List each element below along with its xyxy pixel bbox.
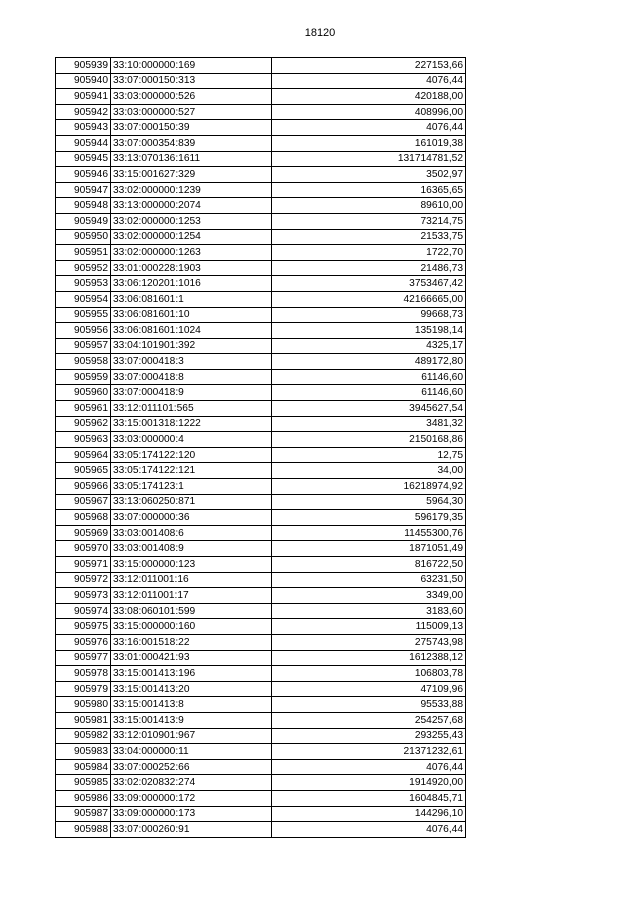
cadastral-number-cell: 33:02:000000:1253 — [111, 213, 272, 229]
cadastral-number-cell: 33:01:000421:93 — [111, 650, 272, 666]
table-row — [56, 666, 466, 682]
table-row — [56, 603, 466, 619]
table-row — [56, 588, 466, 604]
table-row — [56, 479, 466, 495]
cadastral-number-cell: 33:02:020832:274 — [111, 775, 272, 791]
cadastral-number-cell: 33:15:001413:9 — [111, 712, 272, 728]
row-id-cell: 905946 — [56, 167, 111, 183]
table-row — [56, 151, 466, 167]
table-row — [56, 775, 466, 791]
value-cell: 227153,66 — [272, 58, 466, 74]
value-cell: 596179,35 — [272, 510, 466, 526]
value-cell: 73214,75 — [272, 213, 466, 229]
row-id-cell: 905950 — [56, 229, 111, 245]
cadastral-number-cell: 33:13:000000:2074 — [111, 198, 272, 214]
cadastral-number-cell: 33:05:174122:121 — [111, 463, 272, 479]
table-row — [56, 572, 466, 588]
cadastral-number-cell: 33:03:000000:4 — [111, 432, 272, 448]
cadastral-number-cell: 33:08:060101:599 — [111, 603, 272, 619]
value-cell: 1871051,49 — [272, 541, 466, 557]
row-id-cell: 905982 — [56, 728, 111, 744]
row-id-cell: 905959 — [56, 369, 111, 385]
row-id-cell: 905987 — [56, 806, 111, 822]
value-cell: 3945627,54 — [272, 401, 466, 417]
row-id-cell: 905961 — [56, 401, 111, 417]
row-id-cell: 905953 — [56, 276, 111, 292]
row-id-cell: 905951 — [56, 245, 111, 261]
cadastral-number-cell: 33:15:001318:1222 — [111, 416, 272, 432]
cadastral-number-cell: 33:02:000000:1254 — [111, 229, 272, 245]
value-cell: 4076,44 — [272, 120, 466, 136]
row-id-cell: 905979 — [56, 681, 111, 697]
value-cell: 489172,80 — [272, 354, 466, 370]
table-row — [56, 167, 466, 183]
value-cell: 408996,00 — [272, 104, 466, 120]
table-row — [56, 712, 466, 728]
value-cell: 21533,75 — [272, 229, 466, 245]
value-cell: 1604845,71 — [272, 790, 466, 806]
table-row — [56, 58, 466, 74]
cadastral-number-cell: 33:12:011001:16 — [111, 572, 272, 588]
value-cell: 99668,73 — [272, 307, 466, 323]
cadastral-number-cell: 33:12:010901:967 — [111, 728, 272, 744]
row-id-cell: 905947 — [56, 182, 111, 198]
table-row — [56, 463, 466, 479]
row-id-cell: 905968 — [56, 510, 111, 526]
row-id-cell: 905962 — [56, 416, 111, 432]
value-cell: 5964,30 — [272, 494, 466, 510]
row-id-cell: 905970 — [56, 541, 111, 557]
row-id-cell: 905941 — [56, 89, 111, 105]
row-id-cell: 905944 — [56, 135, 111, 151]
table-row — [56, 650, 466, 666]
table-row — [56, 681, 466, 697]
value-cell: 42166665,00 — [272, 291, 466, 307]
table-row — [56, 744, 466, 760]
row-id-cell: 905963 — [56, 432, 111, 448]
value-cell: 106803,78 — [272, 666, 466, 682]
cadastral-number-cell: 33:15:000000:160 — [111, 619, 272, 635]
value-cell: 254257,68 — [272, 712, 466, 728]
row-id-cell: 905965 — [56, 463, 111, 479]
cadastral-number-cell: 33:07:000252:66 — [111, 759, 272, 775]
value-cell: 135198,14 — [272, 323, 466, 339]
table-row — [56, 416, 466, 432]
row-id-cell: 905955 — [56, 307, 111, 323]
table-row — [56, 182, 466, 198]
row-id-cell: 905949 — [56, 213, 111, 229]
cadastral-number-cell: 33:01:000228:1903 — [111, 260, 272, 276]
cadastral-number-cell: 33:15:001627:329 — [111, 167, 272, 183]
table-row — [56, 401, 466, 417]
table-row — [56, 806, 466, 822]
table-row — [56, 432, 466, 448]
row-id-cell: 905942 — [56, 104, 111, 120]
table-row — [56, 291, 466, 307]
cadastral-number-cell: 33:12:011101:565 — [111, 401, 272, 417]
value-cell: 4076,44 — [272, 759, 466, 775]
value-cell: 420188,00 — [272, 89, 466, 105]
table-row — [56, 245, 466, 261]
cadastral-number-cell: 33:04:000000:11 — [111, 744, 272, 760]
cadastral-number-cell: 33:16:001518:22 — [111, 634, 272, 650]
cadastral-number-cell: 33:07:000418:3 — [111, 354, 272, 370]
row-id-cell: 905956 — [56, 323, 111, 339]
cadastral-number-cell: 33:06:120201:1016 — [111, 276, 272, 292]
value-cell: 21486,73 — [272, 260, 466, 276]
row-id-cell: 905976 — [56, 634, 111, 650]
value-cell: 3502,97 — [272, 167, 466, 183]
value-cell: 16365,65 — [272, 182, 466, 198]
row-id-cell: 905952 — [56, 260, 111, 276]
cadastral-number-cell: 33:07:000354:839 — [111, 135, 272, 151]
value-cell: 16218974,92 — [272, 479, 466, 495]
value-cell: 115009,13 — [272, 619, 466, 635]
row-id-cell: 905985 — [56, 775, 111, 791]
table-row — [56, 634, 466, 650]
table-row — [56, 447, 466, 463]
value-cell: 161019,38 — [272, 135, 466, 151]
row-id-cell: 905972 — [56, 572, 111, 588]
table-row — [56, 135, 466, 151]
table-row — [56, 759, 466, 775]
table-row — [56, 369, 466, 385]
cadastral-number-cell: 33:15:001413:20 — [111, 681, 272, 697]
value-cell: 4076,44 — [272, 822, 466, 838]
cadastral-number-cell: 33:07:000418:9 — [111, 385, 272, 401]
value-cell: 3349,00 — [272, 588, 466, 604]
value-cell: 61146,60 — [272, 369, 466, 385]
row-id-cell: 905986 — [56, 790, 111, 806]
cadastral-number-cell: 33:03:000000:526 — [111, 89, 272, 105]
value-cell: 95533,88 — [272, 697, 466, 713]
cadastral-number-cell: 33:05:174122:120 — [111, 447, 272, 463]
row-id-cell: 905940 — [56, 73, 111, 89]
table-row — [56, 354, 466, 370]
page-number: 18120 — [304, 27, 336, 39]
table-row — [56, 198, 466, 214]
row-id-cell: 905966 — [56, 479, 111, 495]
cadastral-number-cell: 33:03:000000:527 — [111, 104, 272, 120]
value-cell: 89610,00 — [272, 198, 466, 214]
value-cell: 11455300,76 — [272, 525, 466, 541]
cadastral-number-cell: 33:03:001408:6 — [111, 525, 272, 541]
row-id-cell: 905948 — [56, 198, 111, 214]
value-cell: 61146,60 — [272, 385, 466, 401]
cadastral-number-cell: 33:06:081601:1024 — [111, 323, 272, 339]
row-id-cell: 905983 — [56, 744, 111, 760]
value-cell: 4325,17 — [272, 338, 466, 354]
cadastral-number-cell: 33:06:081601:10 — [111, 307, 272, 323]
table-row — [56, 697, 466, 713]
cadastral-number-cell: 33:15:001413:196 — [111, 666, 272, 682]
cadastral-number-cell: 33:07:000418:8 — [111, 369, 272, 385]
table-row — [56, 822, 466, 838]
table-row — [56, 790, 466, 806]
value-cell: 1914920,00 — [272, 775, 466, 791]
row-id-cell: 905967 — [56, 494, 111, 510]
value-cell: 12,75 — [272, 447, 466, 463]
value-cell: 816722,50 — [272, 557, 466, 573]
cadastral-number-cell: 33:15:001413:8 — [111, 697, 272, 713]
value-cell: 3481,32 — [272, 416, 466, 432]
table-body — [56, 58, 466, 838]
cadastral-number-cell: 33:09:000000:172 — [111, 790, 272, 806]
row-id-cell: 905939 — [56, 58, 111, 74]
row-id-cell: 905981 — [56, 712, 111, 728]
row-id-cell: 905960 — [56, 385, 111, 401]
table-row — [56, 541, 466, 557]
cadastral-number-cell: 33:09:000000:173 — [111, 806, 272, 822]
table-row — [56, 323, 466, 339]
cadastral-number-cell: 33:06:081601:1 — [111, 291, 272, 307]
cadastral-number-cell: 33:07:000260:91 — [111, 822, 272, 838]
value-cell: 1722,70 — [272, 245, 466, 261]
value-cell: 293255,43 — [272, 728, 466, 744]
cadastral-number-cell: 33:13:060250:871 — [111, 494, 272, 510]
row-id-cell: 905978 — [56, 666, 111, 682]
table-row — [56, 73, 466, 89]
table-row — [56, 525, 466, 541]
table-row — [56, 619, 466, 635]
cadastral-number-cell: 33:05:174123:1 — [111, 479, 272, 495]
value-cell: 3753467,42 — [272, 276, 466, 292]
table-row — [56, 120, 466, 136]
cadastral-number-cell: 33:03:001408:9 — [111, 541, 272, 557]
value-cell: 21371232,61 — [272, 744, 466, 760]
row-id-cell: 905971 — [56, 557, 111, 573]
row-id-cell: 905943 — [56, 120, 111, 136]
table-row — [56, 89, 466, 105]
row-id-cell: 905945 — [56, 151, 111, 167]
table-row — [56, 229, 466, 245]
table-row — [56, 276, 466, 292]
value-cell: 34,00 — [272, 463, 466, 479]
cadastral-number-cell: 33:07:000000:36 — [111, 510, 272, 526]
value-cell: 144296,10 — [272, 806, 466, 822]
table-row — [56, 385, 466, 401]
value-cell: 47109,96 — [272, 681, 466, 697]
row-id-cell: 905969 — [56, 525, 111, 541]
value-cell: 3183,60 — [272, 603, 466, 619]
row-id-cell: 905958 — [56, 354, 111, 370]
row-id-cell: 905954 — [56, 291, 111, 307]
row-id-cell: 905974 — [56, 603, 111, 619]
row-id-cell: 905975 — [56, 619, 111, 635]
table-row — [56, 213, 466, 229]
data-table — [55, 57, 466, 838]
table-row — [56, 307, 466, 323]
cadastral-number-cell: 33:15:000000:123 — [111, 557, 272, 573]
table-row — [56, 494, 466, 510]
row-id-cell: 905984 — [56, 759, 111, 775]
cadastral-number-cell: 33:12:011001:17 — [111, 588, 272, 604]
row-id-cell: 905977 — [56, 650, 111, 666]
cadastral-number-cell: 33:02:000000:1263 — [111, 245, 272, 261]
table-row — [56, 557, 466, 573]
cadastral-number-cell: 33:07:000150:313 — [111, 73, 272, 89]
table-row — [56, 104, 466, 120]
cadastral-number-cell: 33:02:000000:1239 — [111, 182, 272, 198]
table-row — [56, 510, 466, 526]
row-id-cell: 905980 — [56, 697, 111, 713]
cadastral-number-cell: 33:07:000150:39 — [111, 120, 272, 136]
value-cell: 1612388,12 — [272, 650, 466, 666]
row-id-cell: 905988 — [56, 822, 111, 838]
table-row — [56, 728, 466, 744]
value-cell: 4076,44 — [272, 73, 466, 89]
table-row — [56, 260, 466, 276]
row-id-cell: 905957 — [56, 338, 111, 354]
value-cell: 2150168,86 — [272, 432, 466, 448]
value-cell: 275743,98 — [272, 634, 466, 650]
value-cell: 63231,50 — [272, 572, 466, 588]
value-cell: 131714781,52 — [272, 151, 466, 167]
cadastral-number-cell: 33:04:101901:392 — [111, 338, 272, 354]
cadastral-number-cell: 33:10:000000:169 — [111, 58, 272, 74]
row-id-cell: 905973 — [56, 588, 111, 604]
row-id-cell: 905964 — [56, 447, 111, 463]
cadastral-number-cell: 33:13:070136:1611 — [111, 151, 272, 167]
table-row — [56, 338, 466, 354]
